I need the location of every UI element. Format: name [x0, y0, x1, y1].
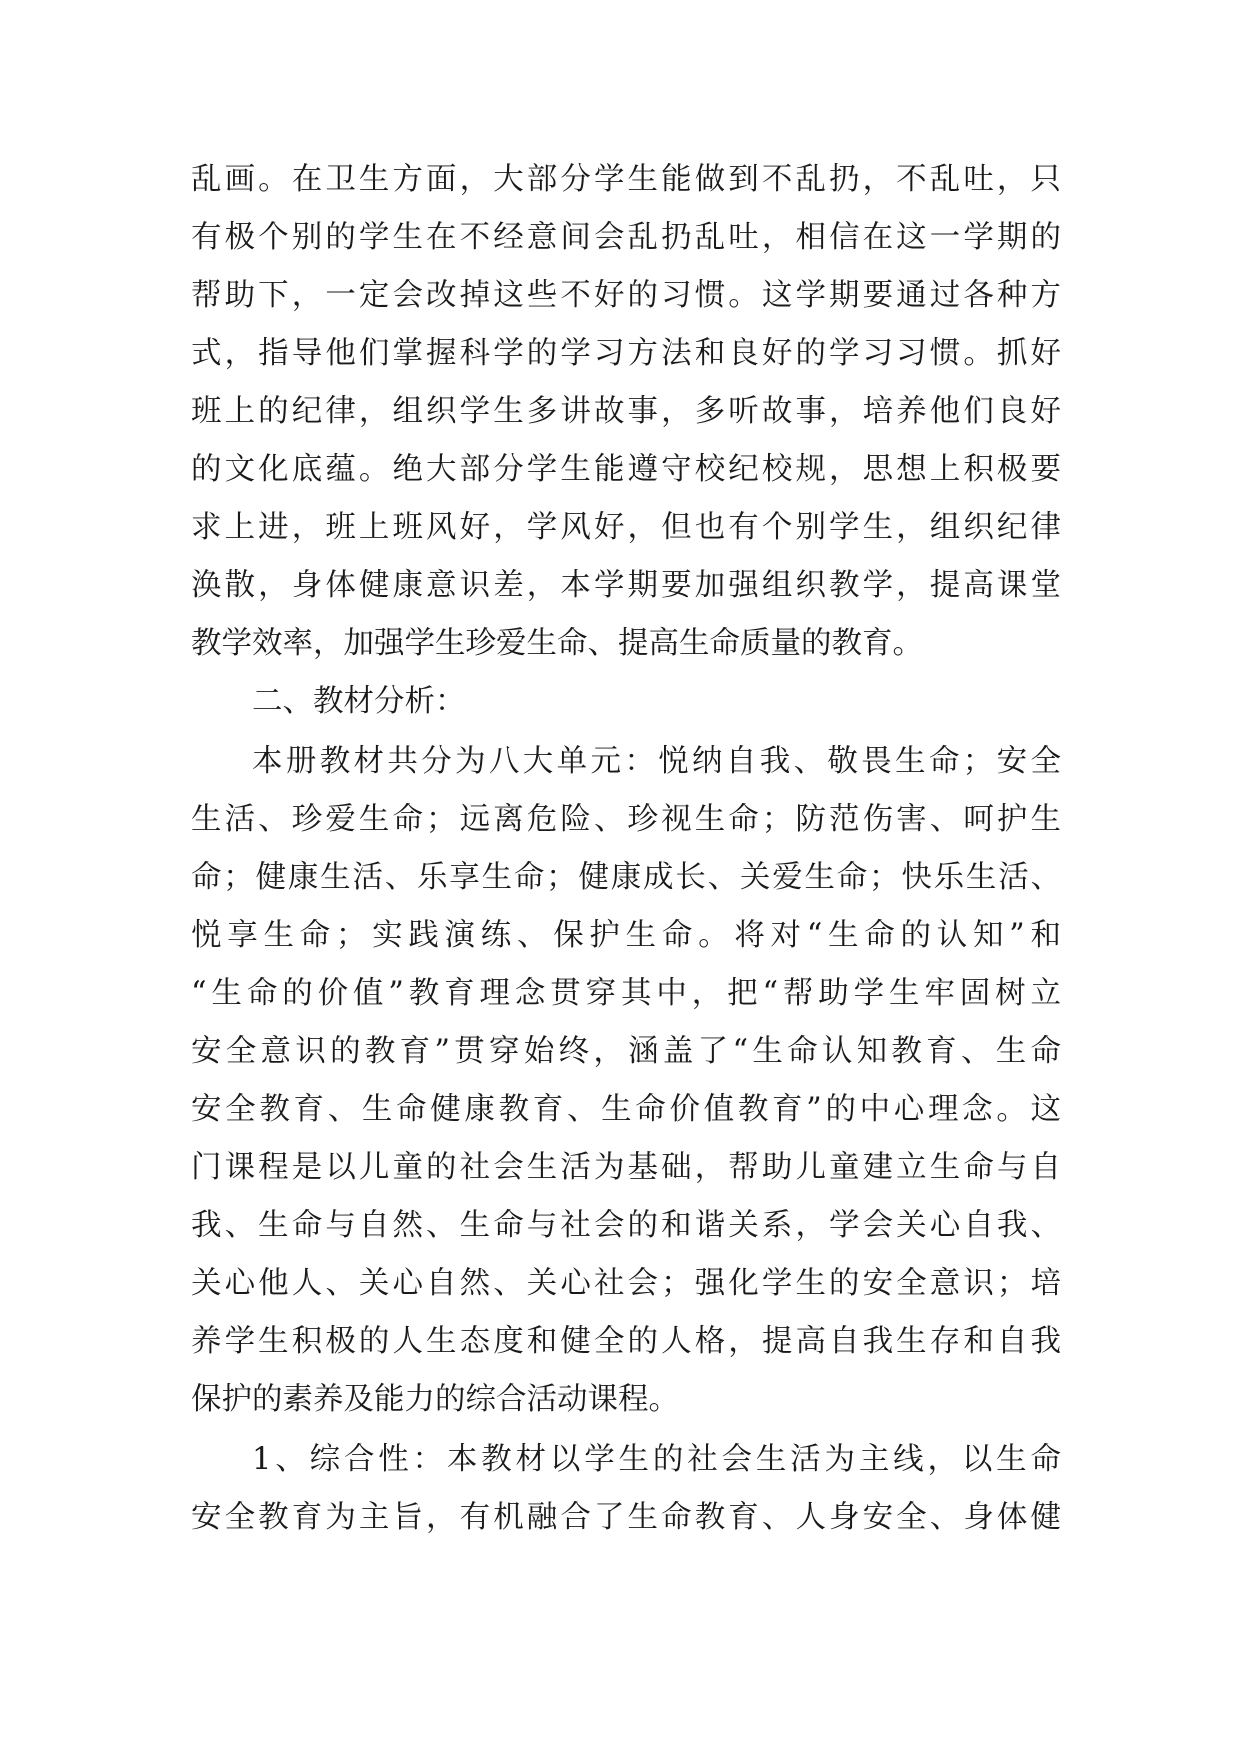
text-line: 帮助下，一定会改掉这些不好的习惯。这学期要通过各种方 — [191, 278, 1061, 313]
section-heading: 二、教材分析： — [252, 684, 466, 719]
text-line: 乱画。在卫生方面，大部分学生能做到不乱扔，不乱吐，只 — [191, 162, 1061, 197]
text-line: 我、生命与自然、生命与社会的和谐关系，学会关心自我、 — [191, 1208, 1061, 1243]
text-line: 式，指导他们掌握科学的学习方法和良好的学习习惯。抓好 — [191, 336, 1061, 371]
text-line: 有极个别的学生在不经意间会乱扔乱吐，相信在这一学期的 — [191, 220, 1061, 255]
text-line: 生活、珍爱生命；远离危险、珍视生命；防范伤害、呵护生 — [191, 802, 1061, 837]
text-line: 安全教育为主旨，有机融合了生命教育、人身安全、身体健 — [191, 1500, 1061, 1535]
text-line: 求上进，班上班风好，学风好，但也有个别学生，组织纪律 — [191, 510, 1061, 545]
text-line: 1、综合性：本教材以学生的社会生活为主线，以生命 — [252, 1442, 1061, 1477]
text-line: 安全意识的教育”贯穿始终，涵盖了“生命认知教育、生命 — [191, 1034, 1061, 1069]
text-line: 门课程是以儿童的社会生活为基础，帮助儿童建立生命与自 — [191, 1150, 1061, 1185]
text-line: 命；健康生活、乐享生命；健康成长、关爱生命；快乐生活、 — [191, 860, 1061, 895]
text-line: 保护的素养及能力的综合活动课程。 — [191, 1382, 679, 1417]
text-line: 本册教材共分为八大单元：悦纳自我、敬畏生命；安全 — [252, 744, 1061, 779]
text-line: 关心他人、关心自然、关心社会；强化学生的安全意识；培 — [191, 1266, 1061, 1301]
text-line: 的文化底蕴。绝大部分学生能遵守校纪校规，思想上积极要 — [191, 452, 1061, 487]
text-line: 教学效率，加强学生珍爱生命、提高生命质量的教育。 — [191, 626, 923, 661]
text-line: 安全教育、生命健康教育、生命价值教育”的中心理念。这 — [191, 1092, 1061, 1127]
text-line: 涣散，身体健康意识差，本学期要加强组织教学，提高课堂 — [191, 568, 1061, 603]
text-line: “生命的价值”教育理念贯穿其中，把“帮助学生牢固树立 — [191, 976, 1061, 1011]
text-line: 养学生积极的人生态度和健全的人格，提高自我生存和自我 — [191, 1324, 1061, 1359]
text-line: 班上的纪律，组织学生多讲故事，多听故事，培养他们良好 — [191, 394, 1061, 429]
text-line: 悦享生命；实践演练、保护生命。将对“生命的认知”和 — [191, 918, 1061, 953]
